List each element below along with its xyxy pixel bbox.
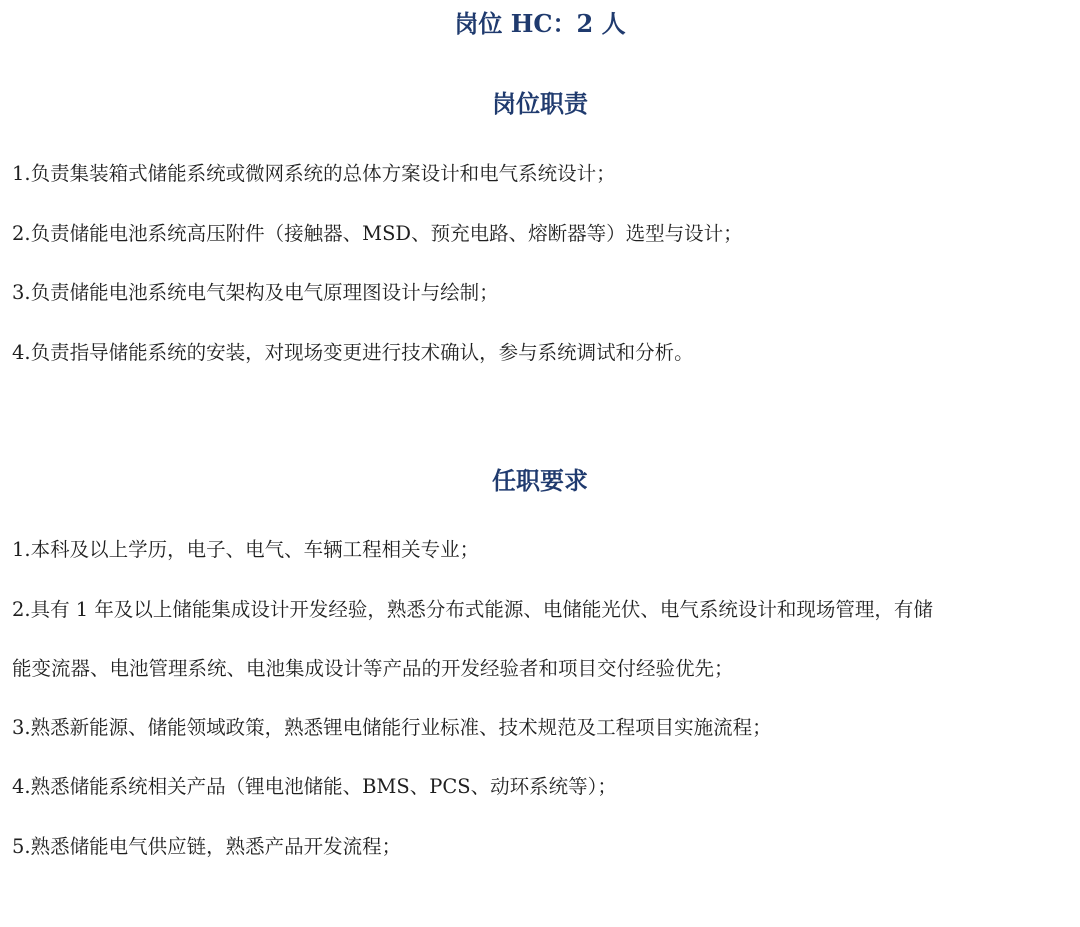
duty-item-1: 1.负责集装箱式储能系统或微网系统的总体方案设计和电气系统设计； [12,162,616,185]
hc-heading: 岗位 HC：2 人 [454,9,626,38]
duties-title: 岗位职责 [492,89,588,118]
requirement-item-1: 1.本科及以上学历，电子、电气、车辆工程相关专业； [12,538,480,561]
requirement-item-4: 4.熟悉储能系统相关产品（锂电池储能、BMS、PCS、动环系统等）； [12,775,617,798]
requirement-item-2-continued: 能变流器、电池管理系统、电池集成设计等产品的开发经验者和项目交付经验优先； [12,657,734,680]
duty-item-2: 2.负责储能电池系统高压附件（接触器、MSD、预充电路、熔断器等）选型与设计； [12,222,743,245]
duty-item-4: 4.负责指导储能系统的安装，对现场变更进行技术确认，参与系统调试和分析。 [12,341,694,364]
requirement-item-2: 2.具有 1 年及以上储能集成设计开发经验，熟悉分布式能源、电储能光伏、电气系统设计和现场管理，有储 [12,598,933,621]
requirement-item-5: 5.熟悉储能电气供应链，熟悉产品开发流程； [12,835,402,858]
requirement-item-3: 3.熟悉新能源、储能领域政策，熟悉锂电储能行业标准、技术规范及工程项目实施流程； [12,716,772,739]
requirements-title: 任职要求 [492,466,588,495]
duty-item-3: 3.负责储能电池系统电气架构及电气原理图设计与绘制； [12,281,499,304]
